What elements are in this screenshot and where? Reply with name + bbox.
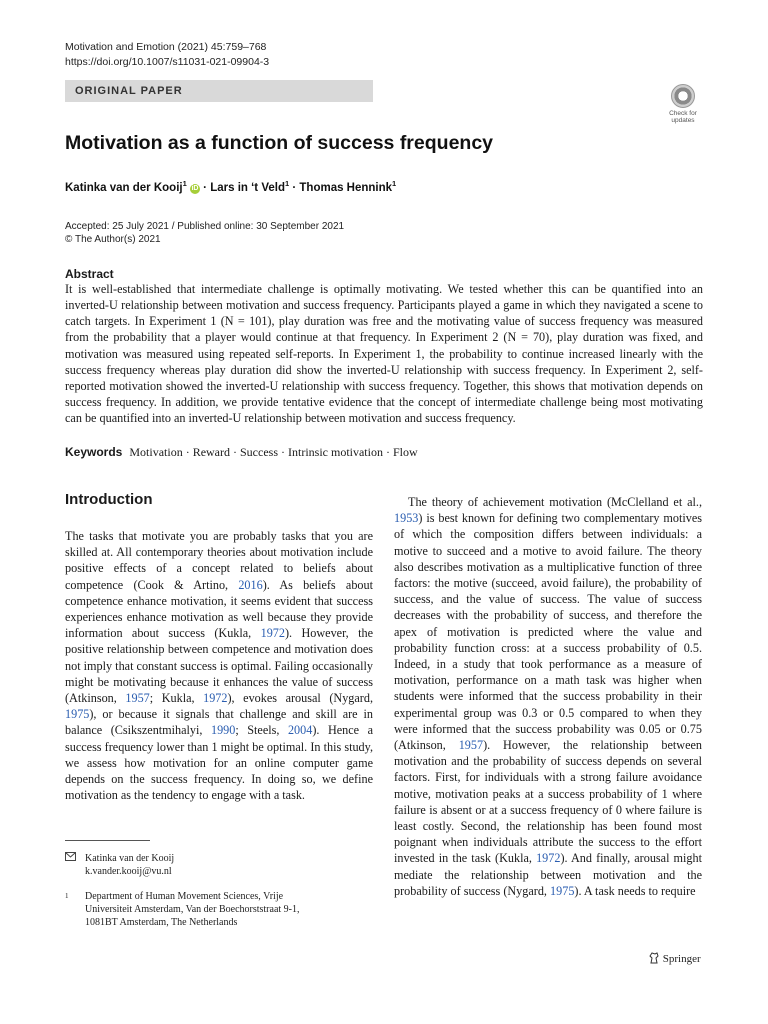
check-updates-icon	[671, 84, 695, 108]
body-text: ), evokes arousal (Nygard,	[227, 691, 373, 706]
body-text: ), or because it signals that challenge and skill are in balance (Csikszentmihalyi,	[65, 707, 373, 738]
abstract-heading: Abstract	[65, 267, 114, 281]
publication-dates	[65, 220, 344, 246]
author-separator: ·	[289, 181, 300, 194]
body-text: The tasks that motivate you are probably tasks that you are skilled at. All contemporary theories about motivation include positive effects of a concept related to beliefs about competence (Cook & Artino,	[65, 529, 373, 592]
author-affiliation-mark: 1	[284, 179, 290, 188]
affiliation-note	[65, 890, 365, 929]
author-affiliation-mark: 1	[392, 179, 397, 188]
introduction-right-column	[394, 494, 702, 899]
introduction-heading: Introduction	[65, 491, 153, 508]
footnote-divider	[65, 840, 150, 841]
accepted-published-line: Accepted: 25 July 2021 / Published online: 30 September 2021	[65, 221, 345, 232]
article-title: Motivation as a function of success frequency	[65, 132, 494, 154]
author-name[interactable]: Thomas Hennink	[299, 181, 393, 194]
body-text: ). A task needs to require	[574, 883, 696, 898]
correspondence-note	[65, 852, 365, 878]
citation-link[interactable]: 1953	[394, 511, 419, 526]
citation-link[interactable]: 1972	[260, 626, 285, 641]
body-text: The theory of achievement motivation (McClelland et al.,	[408, 495, 702, 509]
keywords	[65, 445, 418, 460]
copyright-line: © The Author(s) 2021	[65, 234, 161, 245]
citation-link[interactable]: 1972	[536, 851, 561, 866]
citation-link[interactable]: 2004	[287, 723, 313, 738]
check-for-updates-button[interactable]	[664, 84, 702, 124]
abstract-text: It is well-established that intermediate challenge is optimally motivating. We tested whether this can be quantified into an inverted-U relationship between motivation and success frequency. Participants played a game in which they navigated a scene to catch targets. In Experiment 1 (N = 101), play duration was free and the motivating value of success frequency was measured from the probability that a player would continue at that frequency. In Experiment 2 (N = 70), play duration was fixed, and motivation was measured using repeated self-reports. In Experiment 1, the probability to continue increased linearly with the success frequency whereas play duration did show the inverted-U relationship with success frequency. In Experiment 2, self-reported motivation showed the inverted-U relationship with success frequency. Together, this shows that motivation depends on success frequency. In addition, we provide tentative evidence that the concept of intermediate challenge being most motivating can be quantified into an inverted-U relationship between motivation and success frequency.	[65, 282, 703, 426]
affiliation-line: Department of Human Movement Sciences, Vrije	[85, 891, 284, 902]
citation-link[interactable]: 1957	[458, 738, 484, 753]
citation-link[interactable]: 1975	[65, 707, 90, 722]
author-name[interactable]: Katinka van der Kooij	[65, 181, 183, 194]
check-updates-label-1: Check for	[669, 110, 697, 117]
author-separator: ·	[203, 181, 211, 194]
affiliation-line: 1081BT Amsterdam, The Netherlands	[85, 917, 238, 928]
envelope-icon	[65, 852, 76, 865]
paper-type-banner: ORIGINAL PAPER	[65, 80, 373, 102]
author-list	[65, 179, 396, 194]
doi-link[interactable]: https://doi.org/10.1007/s11031-021-09904-3	[65, 56, 270, 68]
check-updates-label-2: updates	[671, 117, 695, 124]
citation-link[interactable]: 1975	[550, 883, 575, 898]
body-text: ; Kukla,	[149, 691, 204, 706]
body-text: ) is best known for defining two complementary motives of which the composition differs between individuals: a motive to succeed and a motive to avoid failure. The theory also describes motivation as a multiplicative function of three factors: the motive (succeed, avoid failure), the probability of success, and the value of success. The value of success decreases with the probability of success, and therefore the apex of motivation is predicted where the value and probability function cross: at a success probability of 0.5. Indeed, in a study that took performance as a measure of motivation, performance on a math task was higher when students were informed that the success probability in their experimental group was 0.3 or 0.5 compared to when they were informed that the success probability was 0.05 or 0.75 (Atkinson,	[394, 511, 702, 753]
orcid-icon[interactable]: iD	[191, 184, 199, 192]
journal-header	[65, 40, 269, 70]
publisher-logo	[648, 952, 701, 965]
author-affiliation-mark: 1	[182, 179, 187, 188]
body-text: ). As beliefs about competence enhance motivation, it seems evident that success experiences enhance motivation as well because they provide information about success (Kukla,	[65, 577, 373, 641]
affiliation-line: Universiteit Amsterdam, Van der Boechorststraat 9-1,	[85, 904, 300, 915]
citation-link[interactable]: 2016	[238, 577, 263, 592]
citation-link[interactable]: 1972	[203, 691, 228, 706]
journal-citation: Motivation and Emotion (2021) 45:759–768	[65, 41, 267, 53]
publisher-name: Springer	[662, 953, 701, 965]
body-text: ). And finally, arousal might mediate the relationship between motivation and the probability of success (Nygard,	[394, 851, 702, 898]
body-text: ; Steels,	[235, 723, 288, 738]
introduction-left-column	[65, 528, 373, 803]
body-text: ). However, the relationship between motivation and the probability of success depends on several factors. First, for individuals with a strong failure avoidance motive, motivation peaks at a success probability of 1 where failure is absent or at a success frequency of 0 where failure is least costly. Second, the relationship has been found most poignant when individuals attribute the success to the effort invested in the task (Kukla,	[394, 738, 702, 866]
corresponding-email[interactable]: k.vander.kooij@vu.nl	[85, 866, 172, 877]
body-text: ). Hence a success frequency lower than 1 might be optimal. In this study, we assess how motivation for an online computer game depends on the success frequency. In doing so, we define motivation as the tendency to engage with a task.	[65, 723, 374, 803]
author-name[interactable]: Lars in ‘t Veld	[210, 181, 285, 194]
citation-link[interactable]: 1957	[125, 691, 150, 706]
springer-horse-icon	[648, 952, 660, 964]
keywords-heading: Keywords	[65, 445, 123, 459]
keywords-text: Motivation · Reward · Success · Intrinsic motivation · Flow	[129, 445, 418, 459]
affiliation-mark: 1	[65, 892, 69, 900]
body-text: ). However, the positive relationship between competence and motivation does not imply that constant success is optimal. Failing occasionally might be motivating because it enhances the value of success (Atkinson,	[65, 626, 373, 706]
citation-link[interactable]: 1990	[210, 723, 236, 738]
corresponding-author: Katinka van der Kooij	[85, 853, 175, 864]
